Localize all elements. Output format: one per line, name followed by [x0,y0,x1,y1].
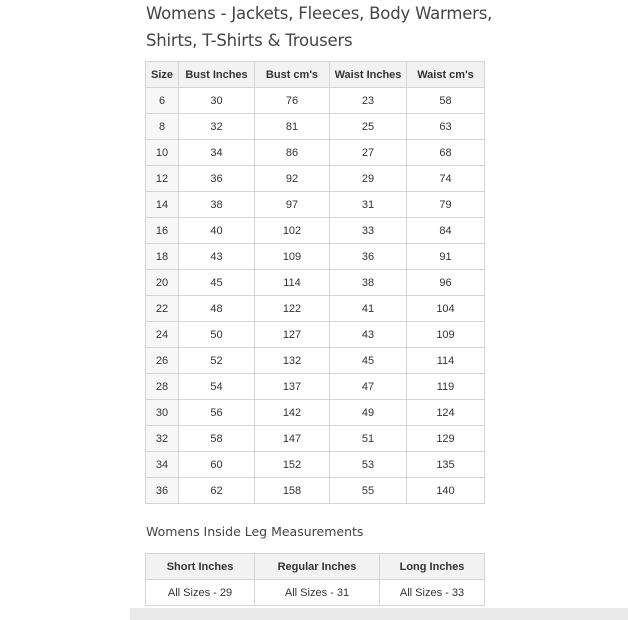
page-title-line: Shirts, T-Shirts & Trousers [146,31,353,50]
table-cell-bust-cm: 122 [255,296,330,322]
table-cell-size: 10 [146,140,179,166]
table-cell-bust-cm: 102 [255,218,330,244]
table-cell-size: 28 [146,374,179,400]
table-cell-waist-inches: 27 [330,140,407,166]
table-row [146,322,485,348]
table-cell-short: All Sizes - 29 [146,580,255,606]
table-cell-size: 8 [146,114,179,140]
table-cell-size: 16 [146,218,179,244]
table-cell-size: 20 [146,270,179,296]
table-cell-bust-inches: 32 [179,114,255,140]
table-cell-bust-cm: 152 [255,452,330,478]
column-header-regular-inches: Regular Inches [255,554,380,580]
page-title-line: Womens - Jackets, Fleeces, Body Warmers, [146,4,493,23]
table-row [146,348,485,374]
table-cell-bust-cm: 109 [255,244,330,270]
table-row [146,244,485,270]
table-cell-bust-inches: 38 [179,192,255,218]
table-cell-bust-inches: 58 [179,426,255,452]
table-cell-size: 12 [146,166,179,192]
table-row [146,218,485,244]
table-cell-bust-inches: 52 [179,348,255,374]
table-row [146,426,485,452]
table-cell-waist-inches: 25 [330,114,407,140]
table-cell-bust-inches: 36 [179,166,255,192]
table-cell-waist-cm: 109 [407,322,485,348]
inside-leg-title: Womens Inside Leg Measurements [146,524,364,539]
table-row [146,580,485,606]
table-row [146,270,485,296]
table-cell-bust-cm: 132 [255,348,330,374]
table-cell-waist-inches: 33 [330,218,407,244]
table-cell-waist-inches: 38 [330,270,407,296]
table-cell-waist-cm: 96 [407,270,485,296]
table-cell-bust-inches: 60 [179,452,255,478]
table-cell-waist-inches: 47 [330,374,407,400]
table-cell-bust-inches: 54 [179,374,255,400]
table-cell-size: 18 [146,244,179,270]
table-cell-bust-cm: 76 [255,88,330,114]
table-cell-bust-inches: 30 [179,88,255,114]
table-cell-bust-cm: 127 [255,322,330,348]
table-cell-size: 6 [146,88,179,114]
table-cell-waist-inches: 29 [330,166,407,192]
table-cell-waist-cm: 119 [407,374,485,400]
table-cell-waist-cm: 84 [407,218,485,244]
table-cell-waist-cm: 135 [407,452,485,478]
page-title [146,0,526,54]
table-cell-waist-inches: 41 [330,296,407,322]
table-cell-waist-cm: 91 [407,244,485,270]
table-cell-waist-inches: 43 [330,322,407,348]
table-cell-waist-cm: 58 [407,88,485,114]
table-cell-size: 24 [146,322,179,348]
table-cell-bust-cm: 147 [255,426,330,452]
table-cell-waist-cm: 124 [407,400,485,426]
table-cell-bust-cm: 137 [255,374,330,400]
column-header-bust-cm: Bust cm's [255,62,330,88]
column-header-waist-inches: Waist Inches [330,62,407,88]
column-header-long-inches: Long Inches [380,554,485,580]
table-cell-size: 14 [146,192,179,218]
table-cell-long: All Sizes - 33 [380,580,485,606]
table-cell-size: 32 [146,426,179,452]
table-row [146,114,485,140]
table-cell-waist-cm: 79 [407,192,485,218]
size-chart-body [146,88,485,504]
table-cell-waist-inches: 53 [330,452,407,478]
table-cell-bust-inches: 50 [179,322,255,348]
table-cell-waist-inches: 51 [330,426,407,452]
size-chart-table [145,61,485,504]
table-cell-size: 36 [146,478,179,504]
table-cell-bust-inches: 34 [179,140,255,166]
table-cell-waist-inches: 31 [330,192,407,218]
table-cell-bust-cm: 86 [255,140,330,166]
table-cell-bust-inches: 56 [179,400,255,426]
table-cell-size: 22 [146,296,179,322]
inside-leg-body [146,580,485,606]
table-cell-size: 26 [146,348,179,374]
table-cell-size: 34 [146,452,179,478]
table-cell-waist-inches: 49 [330,400,407,426]
table-cell-regular: All Sizes - 31 [255,580,380,606]
table-cell-bust-inches: 40 [179,218,255,244]
table-cell-size: 30 [146,400,179,426]
table-cell-bust-inches: 45 [179,270,255,296]
table-row [146,140,485,166]
table-cell-bust-inches: 43 [179,244,255,270]
size-chart-header [146,62,485,88]
inside-leg-table [145,553,485,606]
table-row [146,166,485,192]
inside-leg-header [146,554,485,580]
table-cell-waist-cm: 140 [407,478,485,504]
table-cell-waist-inches: 23 [330,88,407,114]
table-cell-bust-cm: 97 [255,192,330,218]
column-header-short-inches: Short Inches [146,554,255,580]
table-row [146,192,485,218]
table-row [146,296,485,322]
table-header-row [146,62,485,88]
table-cell-waist-cm: 129 [407,426,485,452]
table-cell-waist-inches: 55 [330,478,407,504]
table-row [146,452,485,478]
table-cell-bust-cm: 142 [255,400,330,426]
table-row [146,400,485,426]
table-header-row [146,554,485,580]
table-cell-waist-cm: 74 [407,166,485,192]
table-cell-bust-cm: 158 [255,478,330,504]
table-cell-waist-inches: 45 [330,348,407,374]
table-cell-bust-inches: 48 [179,296,255,322]
table-cell-waist-cm: 114 [407,348,485,374]
table-cell-bust-cm: 92 [255,166,330,192]
table-row [146,374,485,400]
table-cell-waist-cm: 68 [407,140,485,166]
table-row [146,88,485,114]
column-header-waist-cm: Waist cm's [407,62,485,88]
column-header-bust-inches: Bust Inches [179,62,255,88]
table-cell-waist-cm: 63 [407,114,485,140]
bottom-divider-band [130,608,628,620]
table-cell-bust-inches: 62 [179,478,255,504]
table-cell-bust-cm: 81 [255,114,330,140]
column-header-size: Size [146,62,179,88]
table-cell-waist-inches: 36 [330,244,407,270]
table-cell-waist-cm: 104 [407,296,485,322]
table-row [146,478,485,504]
table-cell-bust-cm: 114 [255,270,330,296]
